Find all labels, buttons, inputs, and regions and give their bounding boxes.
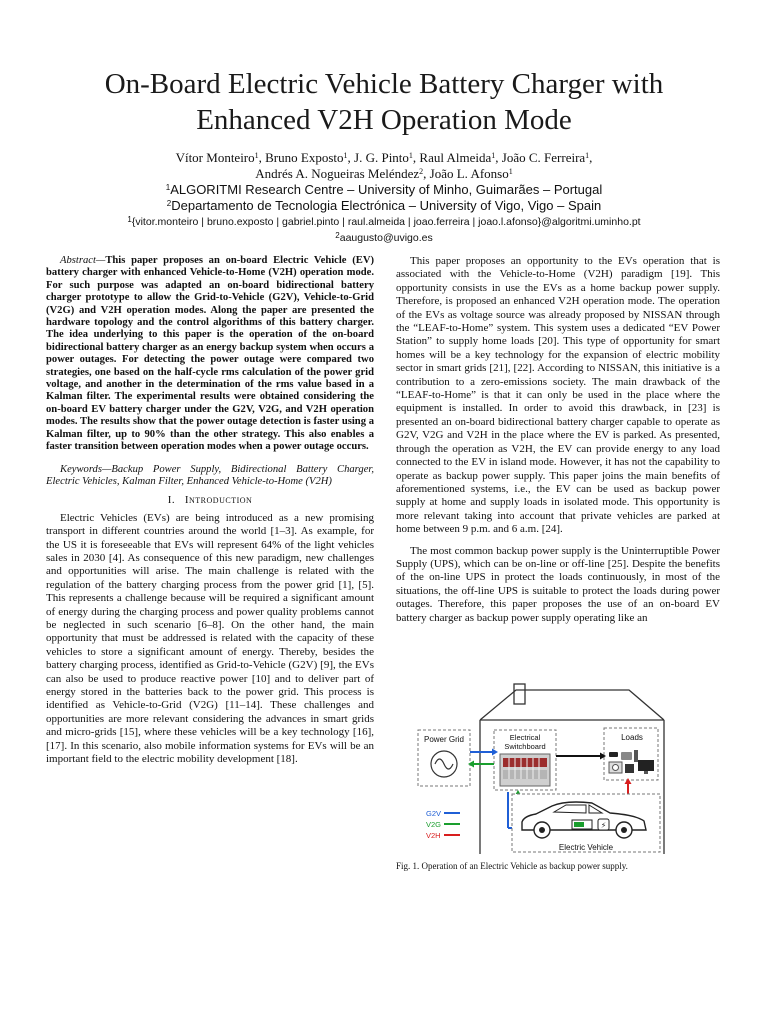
keywords-label: Keywords — [60, 463, 102, 475]
keywords-text: —Backup Power Supply, Bidirectional Battery Charger, Electric Vehicles, Kalman Filter, Enhanced Vehicle-to-Home (V2H) — [46, 463, 374, 487]
switchboard-label-line-2: Switchboard — [504, 742, 546, 751]
author-affil-mark: 1 — [254, 151, 259, 160]
chimney-shape — [514, 684, 525, 704]
author-name: Vítor Monteiro — [175, 150, 255, 165]
author-name: J. G. Pinto — [354, 150, 409, 165]
abstract-text: This paper proposes an on-board Electric Vehicle (EV) battery charger with enhanced Vehicle-to-Home (V2H) operation mode. For such purpose was adapted an on-board bidirectional battery charger prototype to allow the Grid-to-Vehicle (G2V), Vehicle-to-Grid (V2G) and V2H operation modes. Along the paper are presented the hardware topology and the control algorithms of this battery charger. The idea underlying to this paper is the operation of the on-board bidirectional battery charger as an energy backup system when occurs a power outages. For detecting the power outage were compared two strategies, one based on the half-cycle rms calculation of the power grid voltage, and another in the determination of the rms value based in a Kalman filter. The experimental results were obtained considering the on-board EV battery charger under the G2V, V2G, and V2H operation modes. The results show that the power outage detection is faster using a Kalman filter, up to 90% than the other strategy. This also enables a faster transition between operation modes when a power outage occurs. — [46, 255, 374, 453]
loads-label: Loads — [621, 733, 643, 742]
affil-mark: 2 — [335, 231, 340, 240]
abstract-dash: — — [95, 255, 106, 266]
legend-v2g-label: V2G — [426, 820, 442, 829]
affil-mark: 2 — [166, 199, 172, 208]
house-roof-shape — [480, 690, 664, 720]
affiliation-2 — [0, 198, 768, 214]
email-text: {vitor.monteiro | bruno.exposto | gabriel.pinto | raul.almeida | joao.ferreira | joao.l.afonso}@algoritmi.uminho.pt — [131, 216, 641, 228]
author-block — [0, 150, 768, 246]
affil-mark: 1 — [127, 215, 132, 224]
title-line-1: On-Board Electric Vehicle Battery Charger with — [104, 68, 664, 100]
author-affil-mark: 1 — [585, 151, 590, 160]
section-number: I. — [167, 494, 176, 507]
ev-charger-glyph: ⚡ — [600, 821, 607, 830]
electric-vehicle-label: Electric Vehicle — [558, 843, 614, 852]
email-text: aaugusto@uvigo.es — [339, 232, 433, 244]
left-column — [46, 255, 374, 766]
email-line-1 — [0, 214, 768, 230]
breaker-panel-icon — [500, 754, 550, 786]
figure-1 — [396, 682, 722, 854]
flow-legend — [426, 809, 460, 840]
affil-mark: 1 — [165, 183, 171, 192]
author-affil-mark: 1 — [491, 151, 496, 160]
figure-1-caption: Fig. 1. Operation of an Electric Vehicle as backup power supply. — [396, 861, 628, 871]
author-affil-mark: 2 — [419, 167, 424, 176]
affiliation-1 — [0, 182, 768, 198]
body-paragraph-1: This paper proposes an opportunity to the EVs operation that is associated with the Vehicle-to-Home (V2H) paradigm [19]. This opportunity consists in use the EVs as a home backup power supply. Therefore, is proposed an enhanced V2H operation mode. The operation of the EVs as voltage source was already proposed by NISSAN through the “LEAF-to-Home” system. This system uses a dedicated “EV Power Station” to supply home loads [20]. This type of opportunity for smart homes will be a key technology for the expansion of electric mobility sector in smart grids [21], [22]. According to NISSAN, this initiative is a contribution to a zero-emissions society. The main drawback of the “LEAF-to-Home” is that it can only be used in the place where the equipment is installed. In order to avoid this drawback, in [23] is presented an on-board bidirectional battery charger capable to operate as G2V, V2G and V2H in the place where the EV is parked. As presented, through the operation as V2H, the EV can provide energy to any load connected to the EV in island mode. However, it has not the capability to operate as backup power supply. This paper joins the main benefits of aforementioned systems, i.e., the EV can be used as backup power supply at home and supply loads in isolated mode. This opportunity is more relevant taking into account that private vehicles are parked at home between 9 p.m. and 6 a.m. [24]. — [396, 255, 720, 536]
figure-1-diagram — [396, 682, 722, 854]
author-affil-mark: 1 — [408, 151, 413, 160]
legend-g2v-label: G2V — [426, 809, 442, 818]
affiliation-text: Departamento de Tecnologia Electrónica – University of Vigo, Vigo – Spain — [171, 198, 602, 213]
keywords — [46, 464, 374, 489]
power-grid-label: Power Grid — [423, 735, 465, 744]
abstract — [46, 255, 374, 454]
email-line-2 — [0, 230, 768, 246]
affiliation-text: ALGORITMI Research Centre – University of Minho, Guimarães – Portugal — [170, 182, 603, 197]
author-name: João L. Afonso — [429, 166, 509, 181]
paper-title — [0, 66, 768, 138]
right-column — [396, 255, 720, 625]
legend-v2h-label: V2H — [426, 831, 441, 840]
section-heading-introduction — [46, 494, 374, 507]
authors-line-1: Vítor Monteiro$^1$, Bruno Exposto$^1$, J. G. Pinto$^1$, Raul Almeida$^1$, João C. Ferreira$^1$, — [175, 150, 593, 165]
intro-paragraph: Electric Vehicles (EVs) are being introduced as a new promising transport in different countries around the world [1–3]. As example, for the US it is foreseeable that EVs will represent 64% of the light vehicles sales in 2030 [4]. As consequence of this new paradigm, new challenges and opportunities will arise. The main challenge is related with the regulation of the battery charging process from the power grid [1], [5]. This represents a challenge because will be required a significant amount of energy during the charging process and power quality problems cannot be neglected in such scenario [6–8]. On the other hand, the main opportunity that must be addressed is related with the capacity of these vehicles to store a significant amount of energy. Thereby, besides the battery charging process, identified as Grid-to-Vehicle (G2V) [9], the EVs can also be used to produce reactive power [10] and to deliver part of energy stored in the batteries back to the power grid. This process is identified as Vehicle-to-Grid (V2G) [11–14]. These challenges and opportunities are more relevant considering the advances in smart grids and micro-grids [15], where these vehicles will be a key technology [16], [17]. In this scenario, also mobile information systems for EVs will be an important field to the electric mobility development [18]. — [46, 511, 374, 766]
body-paragraph-2: The most common backup power supply is the Uninterruptible Power Supply (UPS), which can be on-line or off-line [25]. Despite the benefits of the on-line UPS in protect the loads continuously, in most of the situations, the off-line UPS is suitable to protect the loads during power outages. Therefore, this paper proposes the use of an on-board EV battery charger as backup power supply operating like an — [396, 544, 720, 624]
author-affil-mark: 1 — [343, 151, 348, 160]
author-name: João C. Ferreira — [501, 150, 586, 165]
authors-line-2: Andrés A. Nogueiras Meléndez$^2$, João L. Afonso$^1$ — [255, 166, 513, 181]
author-name: Raul Almeida — [419, 150, 492, 165]
author-name: Andrés A. Nogueiras Meléndez — [255, 166, 420, 181]
author-affil-mark: 1 — [508, 167, 513, 176]
switchboard-label-line-1: Electrical — [509, 733, 541, 742]
author-name: Bruno Exposto — [265, 150, 344, 165]
abstract-label: Abstract — [60, 255, 96, 266]
section-title: Introduction — [184, 494, 253, 507]
title-line-2: Enhanced V2H Operation Mode — [196, 104, 572, 136]
